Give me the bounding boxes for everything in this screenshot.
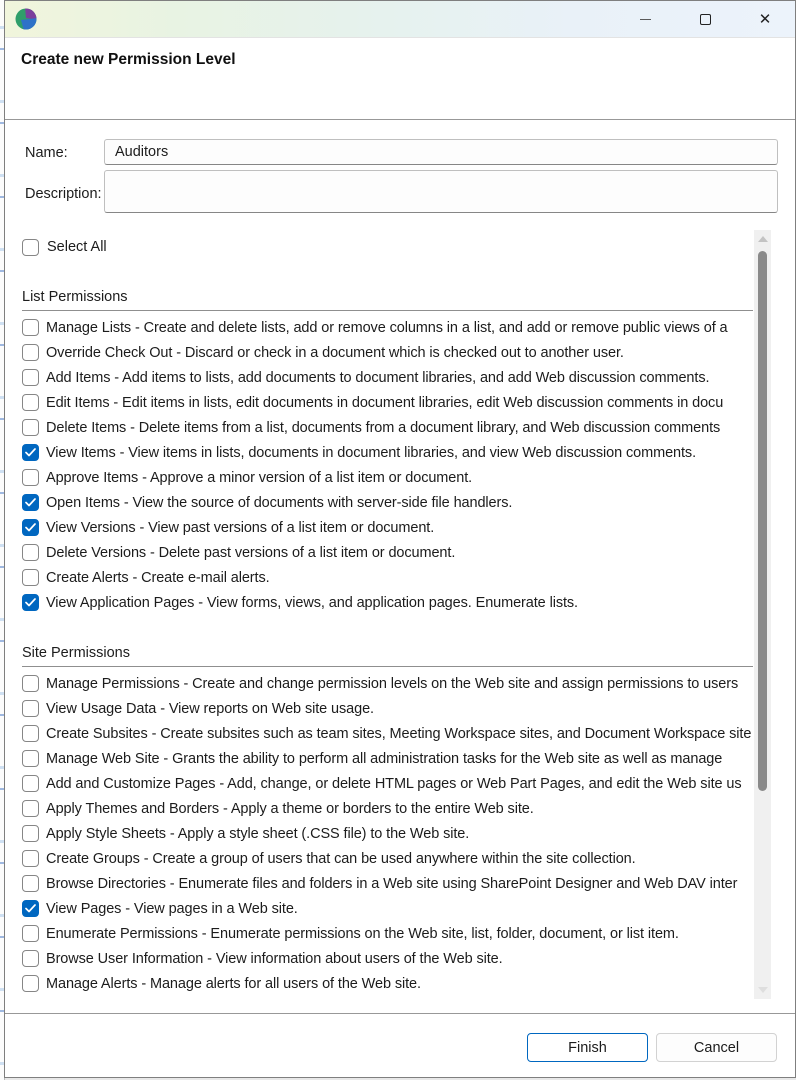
permission-label: Browse Directories - Enumerate files and folders in a Web site using SharePoint Designer and Web DAV inter bbox=[46, 875, 738, 892]
permission-label: Create Groups - Create a group of users that can be used anywhere within the site collection. bbox=[46, 850, 636, 867]
page-title: Create new Permission Level bbox=[21, 51, 236, 68]
checkbox-unchecked-icon[interactable] bbox=[22, 700, 39, 717]
scroll-down-icon bbox=[758, 987, 768, 993]
permission-label: Manage Alerts - Manage alerts for all users of the Web site. bbox=[46, 975, 421, 992]
permission-row[interactable] bbox=[22, 796, 753, 821]
permission-row[interactable] bbox=[22, 415, 753, 440]
checkbox-unchecked-icon[interactable] bbox=[22, 344, 39, 361]
permission-label: Create Subsites - Create subsites such as team sites, Meeting Workspace sites, and Document Workspace site bbox=[46, 725, 752, 742]
checkbox-checked-icon[interactable] bbox=[22, 594, 39, 611]
permission-label: View Items - View items in lists, documents in document libraries, and view Web discussion comments. bbox=[46, 444, 697, 461]
checkbox-unchecked-icon[interactable] bbox=[22, 319, 39, 336]
name-input[interactable] bbox=[104, 139, 778, 165]
permission-row[interactable] bbox=[22, 871, 753, 896]
maximize-icon bbox=[700, 14, 711, 25]
permission-section bbox=[22, 288, 753, 615]
cancel-button[interactable]: Cancel bbox=[656, 1033, 777, 1062]
checkbox-unchecked-icon[interactable] bbox=[22, 675, 39, 692]
permission-row[interactable] bbox=[22, 565, 753, 590]
checkbox-unchecked-icon[interactable] bbox=[22, 950, 39, 967]
permission-label: Add Items - Add items to lists, add documents to document libraries, and add Web discussion comments. bbox=[46, 369, 710, 386]
description-input[interactable] bbox=[104, 170, 778, 213]
permission-label: Browse User Information - View information about users of the Web site. bbox=[46, 950, 503, 967]
permission-row[interactable] bbox=[22, 821, 753, 846]
minimize-icon bbox=[640, 19, 651, 20]
maximize-button[interactable] bbox=[675, 1, 735, 37]
minimize-button[interactable] bbox=[615, 1, 675, 37]
checkbox-unchecked-icon[interactable] bbox=[22, 569, 39, 586]
select-all-label: Select All bbox=[47, 239, 107, 255]
select-all-row[interactable] bbox=[22, 237, 107, 257]
permission-row[interactable] bbox=[22, 390, 753, 415]
permission-label: View Versions - View past versions of a list item or document. bbox=[46, 519, 435, 536]
permission-label: Apply Style Sheets - Apply a style sheet (.CSS file) to the Web site. bbox=[46, 825, 470, 842]
checkbox-unchecked-icon[interactable] bbox=[22, 750, 39, 767]
permissions-list bbox=[5, 261, 753, 1013]
description-label: Description: bbox=[25, 186, 102, 202]
permission-row[interactable] bbox=[22, 590, 753, 615]
permission-row[interactable] bbox=[22, 696, 753, 721]
permission-row[interactable] bbox=[22, 340, 753, 365]
permission-label: Edit Items - Edit items in lists, edit documents in document libraries, edit Web discussion comments in docu bbox=[46, 394, 724, 411]
section-divider bbox=[22, 666, 753, 667]
select-all-checkbox[interactable] bbox=[22, 239, 39, 256]
scroll-up-button[interactable] bbox=[754, 232, 771, 246]
permission-label: Create Alerts - Create e-mail alerts. bbox=[46, 569, 270, 586]
permission-label: Add and Customize Pages - Add, change, or delete HTML pages or Web Part Pages, and edit the Web site us bbox=[46, 775, 742, 792]
scrollbar-thumb[interactable] bbox=[758, 251, 767, 791]
permission-label: View Application Pages - View forms, views, and application pages. Enumerate lists. bbox=[46, 594, 578, 611]
section-title: Site Permissions bbox=[22, 645, 130, 661]
permission-label: Approve Items - Approve a minor version of a list item or document. bbox=[46, 469, 473, 486]
sharepoint-designer-app-icon bbox=[14, 7, 38, 31]
checkbox-unchecked-icon[interactable] bbox=[22, 825, 39, 842]
create-permission-level-dialog bbox=[4, 0, 796, 1078]
permission-label: Manage Web Site - Grants the ability to perform all administration tasks for the Web site as well as manage bbox=[46, 750, 723, 767]
permission-row[interactable] bbox=[22, 490, 753, 515]
close-button[interactable] bbox=[735, 1, 795, 37]
permission-label: Delete Items - Delete items from a list, documents from a document library, and Web discussion comments bbox=[46, 419, 721, 436]
checkbox-unchecked-icon[interactable] bbox=[22, 875, 39, 892]
permission-label: Open Items - View the source of documents with server-side file handlers. bbox=[46, 494, 513, 511]
permission-row[interactable] bbox=[22, 721, 753, 746]
name-label: Name: bbox=[25, 145, 68, 161]
permission-label: Manage Lists - Create and delete lists, add or remove columns in a list, and add or remove public views of a bbox=[46, 319, 728, 336]
window-controls bbox=[615, 1, 795, 37]
permission-row[interactable] bbox=[22, 540, 753, 565]
permission-row[interactable] bbox=[22, 315, 753, 340]
permission-label: Override Check Out - Discard or check in a document which is checked out to another user. bbox=[46, 344, 624, 361]
permission-label: Manage Permissions - Create and change permission levels on the Web site and assign permissions to users bbox=[46, 675, 739, 692]
checkbox-checked-icon[interactable] bbox=[22, 494, 39, 511]
checkbox-unchecked-icon[interactable] bbox=[22, 544, 39, 561]
permission-row[interactable] bbox=[22, 440, 753, 465]
permission-label: View Pages - View pages in a Web site. bbox=[46, 900, 298, 917]
checkbox-checked-icon[interactable] bbox=[22, 900, 39, 917]
section-divider bbox=[22, 310, 753, 311]
scroll-down-button[interactable] bbox=[754, 983, 771, 997]
permission-label: Delete Versions - Delete past versions of a list item or document. bbox=[46, 544, 456, 561]
scroll-up-icon bbox=[758, 236, 768, 242]
permission-row[interactable] bbox=[22, 946, 753, 971]
dialog-header bbox=[5, 38, 795, 120]
permission-row[interactable] bbox=[22, 465, 753, 490]
permission-row[interactable] bbox=[22, 746, 753, 771]
permission-row[interactable] bbox=[22, 921, 753, 946]
permission-row[interactable] bbox=[22, 365, 753, 390]
dialog-footer bbox=[5, 1013, 795, 1077]
permission-label: Apply Themes and Borders - Apply a theme or borders to the entire Web site. bbox=[46, 800, 534, 817]
checkbox-unchecked-icon[interactable] bbox=[22, 419, 39, 436]
vertical-scrollbar[interactable] bbox=[754, 230, 771, 999]
checkbox-unchecked-icon[interactable] bbox=[22, 369, 39, 386]
checkbox-checked-icon[interactable] bbox=[22, 444, 39, 461]
permission-section bbox=[22, 644, 753, 996]
checkbox-unchecked-icon[interactable] bbox=[22, 725, 39, 742]
checkbox-unchecked-icon[interactable] bbox=[22, 925, 39, 942]
finish-button[interactable]: Finish bbox=[527, 1033, 648, 1062]
checkbox-unchecked-icon[interactable] bbox=[22, 469, 39, 486]
section-title: List Permissions bbox=[22, 289, 128, 305]
titlebar bbox=[5, 1, 795, 38]
permission-label: Enumerate Permissions - Enumerate permissions on the Web site, list, folder, document, or list item. bbox=[46, 925, 679, 942]
permission-row[interactable] bbox=[22, 971, 753, 996]
permission-row[interactable] bbox=[22, 846, 753, 871]
permission-row[interactable] bbox=[22, 896, 753, 921]
checkbox-unchecked-icon[interactable] bbox=[22, 975, 39, 992]
permission-row[interactable] bbox=[22, 771, 753, 796]
close-icon: ✕ bbox=[758, 9, 772, 28]
checkbox-unchecked-icon[interactable] bbox=[22, 775, 39, 792]
checkbox-unchecked-icon[interactable] bbox=[22, 800, 39, 817]
permission-row[interactable] bbox=[22, 515, 753, 540]
checkbox-unchecked-icon[interactable] bbox=[22, 394, 39, 411]
checkbox-checked-icon[interactable] bbox=[22, 519, 39, 536]
checkbox-unchecked-icon[interactable] bbox=[22, 850, 39, 867]
permission-row[interactable] bbox=[22, 671, 753, 696]
permission-label: View Usage Data - View reports on Web site usage. bbox=[46, 700, 374, 717]
